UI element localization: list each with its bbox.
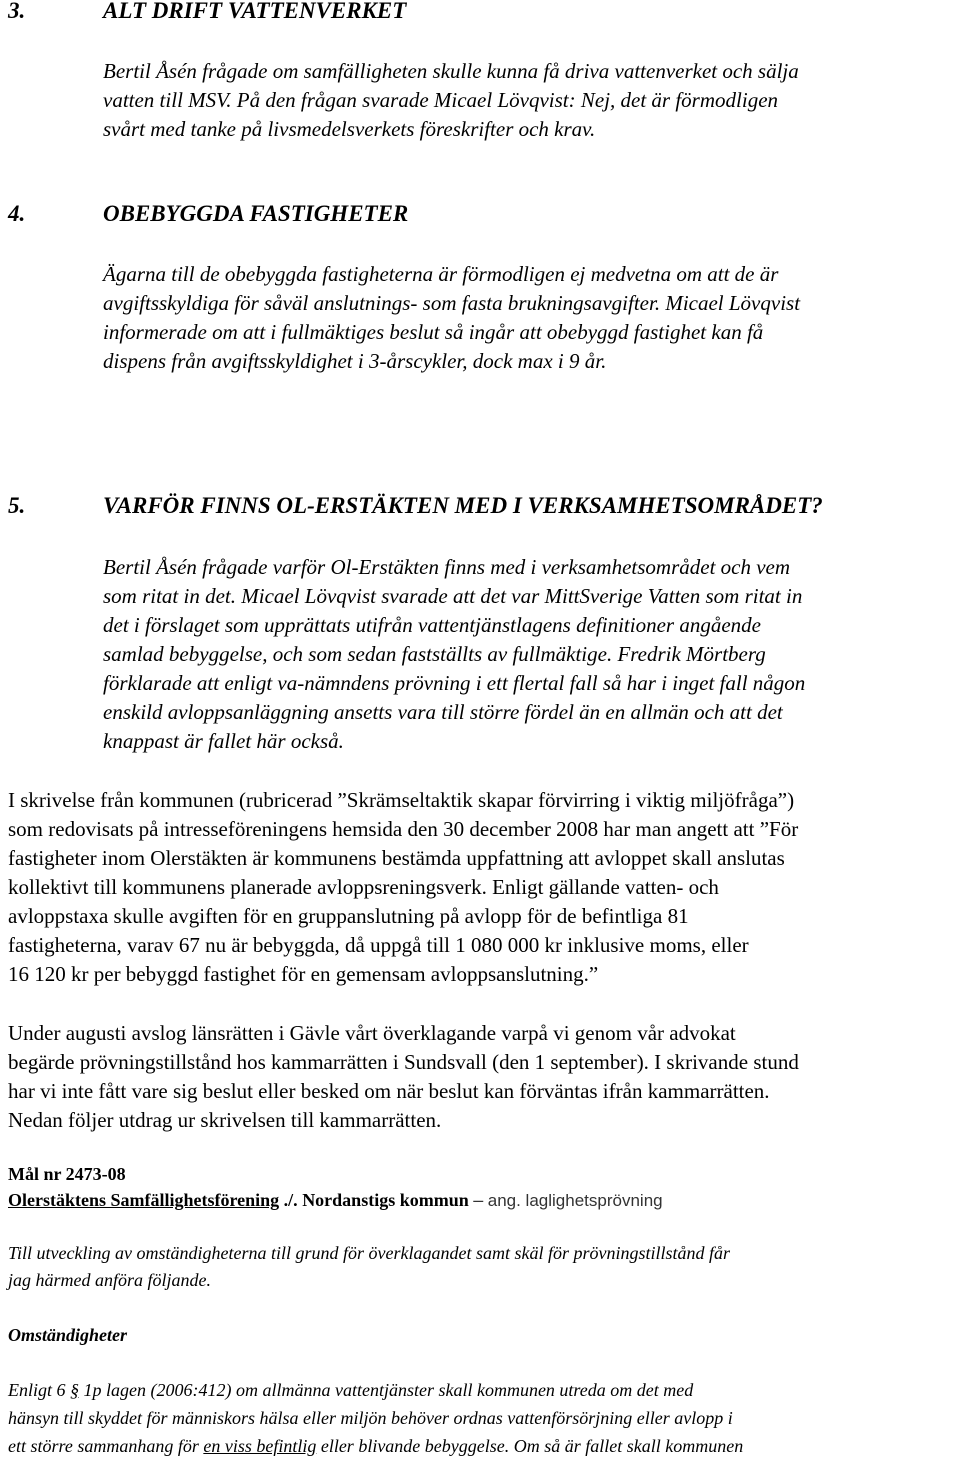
- text-line: avgiftsskyldiga för såväl anslutnings- som fasta brukningsavgifter. Micael Lövqvist: [103, 291, 801, 315]
- section-title: ALT DRIFT VATTENVERKET: [103, 0, 407, 23]
- text-line: Under augusti avslog länsrätten i Gävle vårt överklagande varpå vi genom vår advokat: [8, 1021, 736, 1045]
- text-line: det i förslaget som upprättats utifrån vattentjänstlagens definitioner angående: [103, 613, 761, 637]
- text-line: vatten till MSV. På den frågan svarade Micael Lövqvist: Nej, det är förmodligen: [103, 88, 779, 112]
- text-line: svårt med tanke på livsmedelsverkets föreskrifter och krav.: [103, 117, 596, 141]
- appeal-paragraph: [8, 1019, 958, 1135]
- text-line: har vi inte fått vare sig beslut eller besked om när beslut kan förväntas ifrån kammarrätten.: [8, 1079, 770, 1103]
- section-3-paragraph: [103, 57, 953, 144]
- text-line: knappast är fallet här också.: [103, 729, 344, 753]
- text-line: informerade om att i fullmäktiges beslut så ingår att obebyggd fastighet kan få: [103, 320, 764, 344]
- text-line: samlad bebyggelse, och som sedan fastställts av fullmäktige. Fredrik Mörtberg: [103, 642, 766, 666]
- section-5-heading: [8, 493, 823, 519]
- section-3-heading: [8, 0, 406, 24]
- section-sign: §: [70, 1380, 79, 1400]
- text-line: 16 120 kr per bebyggd fastighet för en gemensam avloppsanslutning.”: [8, 962, 599, 986]
- text-fragment: eller blivande bebyggelse. Om så är fallet skall kommunen: [320, 1436, 744, 1456]
- section-number: 4.: [8, 201, 26, 226]
- commune-letter-paragraph: [8, 786, 958, 989]
- text-line: Nedan följer utdrag ur skrivelsen till kammarrätten.: [8, 1108, 442, 1132]
- text-line: jag härmed anföra följande.: [8, 1270, 211, 1290]
- text-line: [8, 1376, 958, 1404]
- dash: –: [473, 1190, 484, 1210]
- text-fragment: ett större sammanhang för: [8, 1436, 199, 1456]
- section-number: 3.: [8, 0, 26, 23]
- underlined-text: en viss befintlig: [203, 1436, 317, 1456]
- section-4-heading: [8, 201, 408, 227]
- case-subject: ang. laglighetsprövning: [487, 1191, 663, 1210]
- omstandigheter-paragraph: [8, 1376, 958, 1460]
- text-line: som redovisats på intresseföreningens hemsida den 30 december 2008 har man angett att ”För: [8, 817, 799, 841]
- section-title: VARFÖR FINNS OL-ERSTÄKTEN MED I VERKSAMHETSOMRÅDET?: [103, 493, 823, 518]
- text-line: [8, 1432, 958, 1460]
- section-5-paragraph: [103, 553, 953, 756]
- section-number: 5.: [8, 493, 26, 518]
- text-line: Bertil Åsén frågade varför Ol-Erstäkten finns med i verksamhetsområdet och vem: [103, 555, 791, 579]
- text-line: fastigheterna, varav 67 nu är bebyggda, då uppgå till 1 080 000 kr inklusive moms, eller: [8, 933, 749, 957]
- text-line: som ritat in det. Micael Lövqvist svarade att det var MittSverige Vatten som ritat in: [103, 584, 803, 608]
- text-line: hänsyn till skyddet för människors hälsa eller miljön behöver ordnas vattenförsörjning eller avlopp i: [8, 1408, 733, 1428]
- party-defendant: Nordanstigs kommun: [302, 1190, 469, 1210]
- text-fragment: Enligt 6: [8, 1380, 66, 1400]
- intro-paragraph: [8, 1240, 958, 1294]
- case-parties: [8, 1187, 958, 1214]
- text-line: Bertil Åsén frågade om samfälligheten skulle kunna få driva vattenverket och sälja: [103, 59, 799, 83]
- text-line: dispens från avgiftsskyldighet i 3-årscykler, dock max i 9 år.: [103, 349, 607, 373]
- text-line: Ägarna till de obebyggda fastigheterna är förmodligen ej medvetna om att de är: [103, 262, 779, 286]
- text-line: Till utveckling av omständigheterna till grund för överklagandet samt skäl för prövningstillstånd får: [8, 1243, 730, 1263]
- section-title: OBEBYGGDA FASTIGHETER: [103, 201, 409, 226]
- text-line: enskild avloppsanläggning ansetts vara till större fördel än en allmän och att det: [103, 700, 783, 724]
- text-line: avloppstaxa skulle avgiften för en gruppanslutning på avlopp för de befintliga 81: [8, 904, 689, 928]
- text-line: kollektivt till kommunens planerade avloppsreningsverk. Enligt gällande vatten- och: [8, 875, 719, 899]
- case-separator: ./.: [283, 1190, 298, 1210]
- section-4-paragraph: [103, 260, 953, 376]
- text-line: I skrivelse från kommunen (rubricerad ”Skrämseltaktik skapar förvirring i viktig miljöfråga”): [8, 788, 795, 812]
- text-fragment: 1p lagen (2006:412) om allmänna vattentjänster skall kommunen utreda om det med: [83, 1380, 694, 1400]
- text-line: fastigheter inom Olerstäkten är kommunens bestämda uppfattning att avloppet skall anslutas: [8, 846, 785, 870]
- text-line: förklarade att enligt va-nämndens prövning i ett flertal fall så har i inget fall någon: [103, 671, 806, 695]
- case-number: Mål nr 2473-08: [8, 1164, 126, 1184]
- text-line: begärde prövningstillstånd hos kammarrätten i Sundsvall (den 1 september). I skrivande stund: [8, 1050, 799, 1074]
- omstandigheter-heading: Omständigheter: [8, 1325, 128, 1345]
- party-plaintiff: Olerstäktens Samfällighetsförening: [8, 1190, 280, 1210]
